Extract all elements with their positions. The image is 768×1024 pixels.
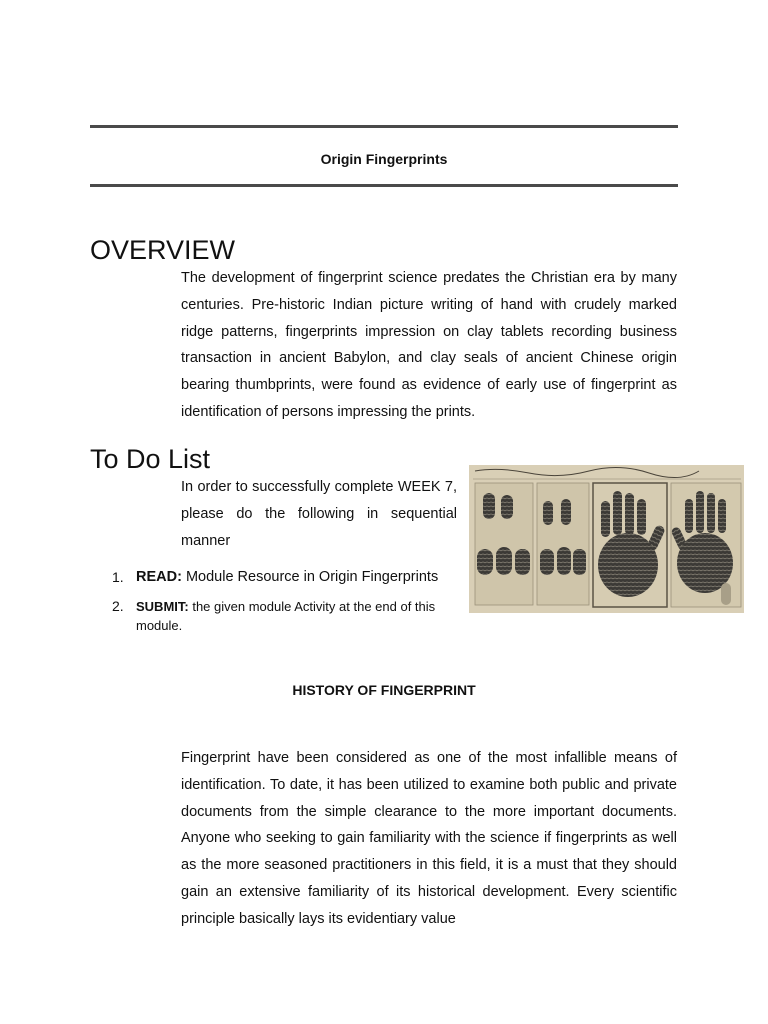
overview-paragraph: The development of fingerprint science predates the Christian era by many centuries. Pre-historic Indian picture writing of hand with crudely marked ridge patterns, fingerprints impression on clay tablets recording business transaction in ancient Babylon, and clay seals of ancient Chinese origin bearing thumbprints, were found as evidence of early use of fingerprint as identification of persons impressing the prints. [181,270,677,420]
overview-heading: OVERVIEW [90,235,236,265]
fingerprint-card-image [469,465,744,613]
list-item-label: SUBMIT: [136,599,189,614]
list-item-number: 1. [112,569,124,585]
list-item-text: the given module Activity at the end of this module. [136,599,436,633]
list-item-number: 2. [112,598,124,614]
history-heading: HISTORY OF FINGERPRINT [292,682,476,698]
list-item-label: READ: [136,569,182,585]
list-item-content [136,568,458,586]
header-rule-bottom [90,184,678,187]
header-rule-top [90,125,678,128]
list-item-text: Module Resource in Origin Fingerprints [181,569,439,585]
todo-intro-paragraph: In order to successfully complete WEEK 7, please do the following in sequential manner [181,479,457,549]
fingerprint-card-graphic [469,465,744,613]
list-item-content [136,597,458,635]
todo-heading: To Do List [90,444,211,474]
history-paragraph: Fingerprint have been considered as one of the most infallible means of identification. To date, it has been utilized to examine both public and private documents from the simple clearance to the more important documents. Anyone who seeking to gain familiarity with the science if fingerprints as well as the more seasoned practitioners in this field, it is a must that they should gain an extensive familiarity of its historical development. Every scientific principle basically lays its evidentiary value [181,750,677,927]
document-title: Origin Fingerprints [320,151,448,167]
